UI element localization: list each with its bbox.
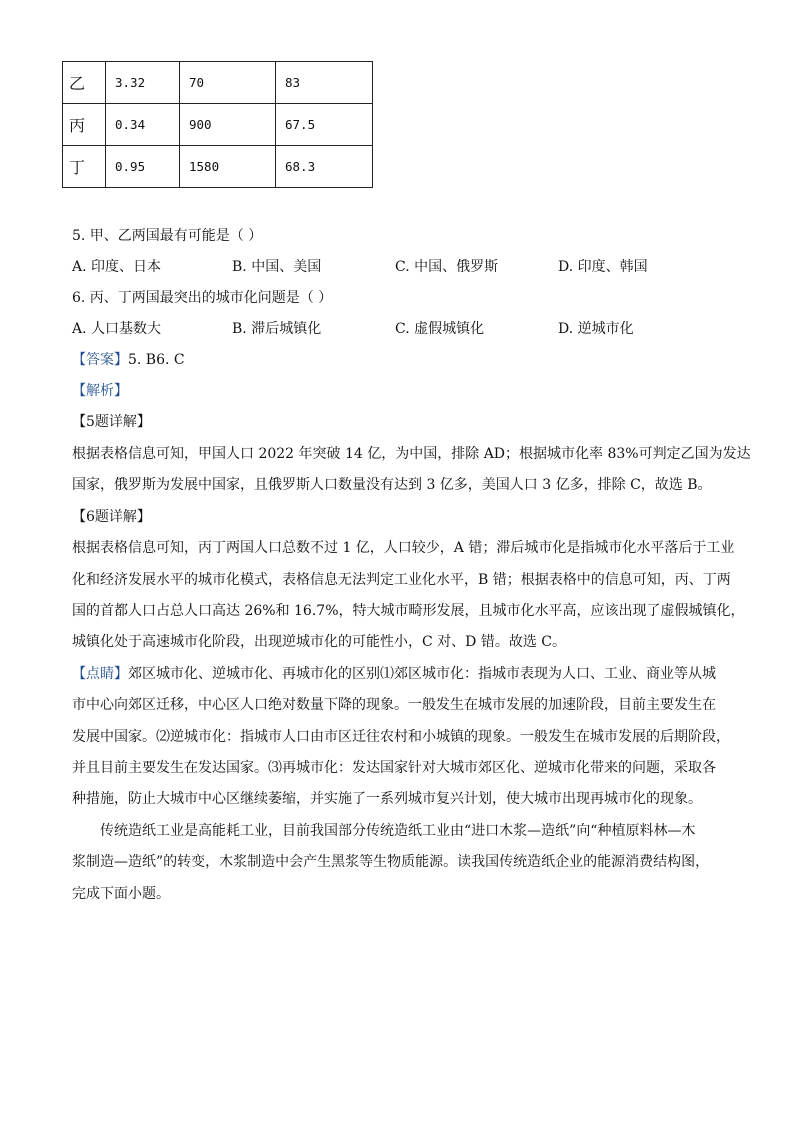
table-cell: 乙 [63,62,106,104]
tips-line: 市中心向郊区迁移，中心区人口绝对数量下降的现象。一般发生在城市发展的加速阶段，目前主要发生在 [72,697,716,713]
tips-tag: 【点睛】 [72,666,128,682]
q5-detail-line: 根据表格信息可知，甲国人口 2022 年突破 14 亿，为中国，排除 AD；根据城市化率 83%可判定乙国为发达 [72,446,751,462]
table-row [63,62,373,104]
tips-line: 种措施，防止大城市中心区继续萎缩，并实施了一系列城市复兴计划，使大城市出现再城市化的现象。 [72,791,702,807]
q6-detail-line: 城镇化处于高速城市化阶段，出现逆城市化的可能性小，C 对、D 错。故选 C。 [72,634,566,650]
answer-line [72,350,185,370]
population-table [62,61,373,188]
passage-line: 浆制造—造纸”的转变，木浆制造中会产生黑浆等生物质能源。读我国传统造纸企业的能源消费结构图， [72,854,710,870]
answer-text: 5. B6. C [128,352,185,368]
question-6-option-b: B. 滞后城镇化 [232,321,322,337]
answer-tag: 【答案】 [72,352,128,368]
table-cell: 丁 [63,146,106,188]
analysis-tag: 【解析】 [72,383,128,399]
question-5-option-c: C. 中国、俄罗斯 [395,259,499,275]
tips-first-line: 郊区城市化、逆城市化、再城市化的区别⑴郊区城市化：指城市表现为人口、工业、商业等从城 [128,666,716,682]
table-cell: 70 [180,62,276,104]
question-6-option-a: A. 人口基数大 [72,321,162,337]
table-cell: 68.3 [276,146,373,188]
question-5-option-d: D. 印度、韩国 [558,259,648,275]
passage-line: 完成下面小题。 [72,886,170,902]
table-cell: 83 [276,62,373,104]
q5-detail-tag: 【5题详解】 [72,414,151,430]
tips-line [72,664,716,684]
q6-detail-line: 根据表格信息可知，丙丁两国人口总数不过 1 亿，人口较少，A 错；滞后城市化是指城市化水平落后于工业 [72,540,735,556]
table-cell: 0.95 [106,146,180,188]
question-5-stem: 5. 甲、乙两国最有可能是（ ） [72,228,263,244]
passage-line: 传统造纸工业是高能耗工业，目前我国部分传统造纸工业由“进口木浆—造纸”向“种植原料林—木 [100,823,696,839]
tips-line: 并且目前主要发生在发达国家。⑶再城市化：发达国家针对大城市郊区化、逆城市化带来的问题，采取各 [72,760,716,776]
table-cell: 900 [180,104,276,146]
q5-detail-line: 国家，俄罗斯为发展中国家，且俄罗斯人口数量没有达到 3 亿多，美国人口 3 亿多，排除 C，故选 B。 [72,477,712,493]
question-5-option-b: B. 中国、美国 [232,259,322,275]
table-cell: 1580 [180,146,276,188]
q6-detail-tag: 【6题详解】 [72,509,151,525]
question-6-option-d: D. 逆城市化 [558,321,634,337]
table-row [63,146,373,188]
table-row [63,104,373,146]
table-cell: 0.34 [106,104,180,146]
table-cell: 丙 [63,104,106,146]
question-5-option-a: A. 印度、日本 [72,259,162,275]
q6-detail-line: 国的首都人口占总人口高达 26%和 16.7%，特大城市畸形发展，且城市化水平高，应该出现了虚假城镇化， [72,603,745,619]
tips-line: 发展中国家。⑵逆城市化：指城市人口由市区迁往农村和小城镇的现象。一般发生在城市发展的后期阶段， [72,729,730,745]
table-cell: 67.5 [276,104,373,146]
q6-detail-line: 化和经济发展水平的城市化模式，表格信息无法判定工业化水平，B 错；根据表格中的信息可知，丙、丁两 [72,572,731,588]
table-cell: 3.32 [106,62,180,104]
question-6-option-c: C. 虚假城镇化 [395,321,485,337]
question-6-stem: 6. 丙、丁两国最突出的城市化问题是（ ） [72,290,333,306]
